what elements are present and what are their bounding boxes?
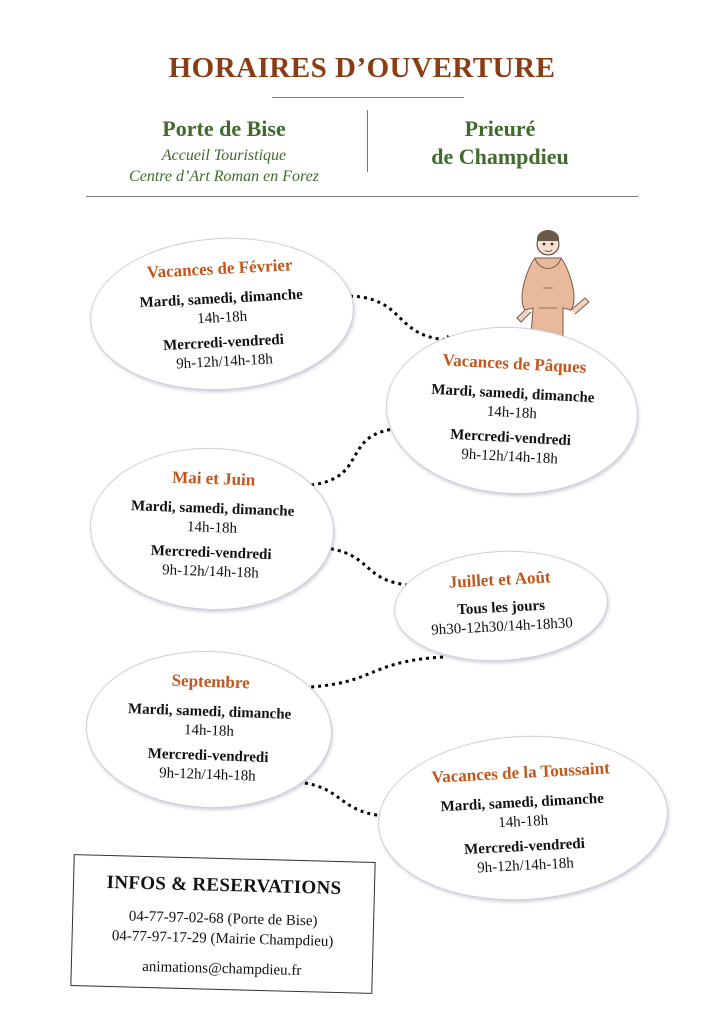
- period-days: Mardi, samedi, dimanche: [430, 381, 595, 407]
- period-days: Mercredi-vendredi: [463, 835, 586, 859]
- infos-reservations-box: [70, 854, 375, 994]
- period-hours: 9h-12h/14h-18h: [161, 562, 260, 582]
- period-title: Juillet et Août: [448, 567, 552, 592]
- period-days: Mercredi-vendredi: [162, 331, 285, 355]
- period-hours: 9h-12h/14h-18h: [476, 855, 575, 877]
- period-hours: 14h-18h: [497, 812, 549, 832]
- period-title: Vacances de Pâques: [442, 350, 587, 377]
- period-days: Mardi, samedi, dimanche: [440, 790, 605, 816]
- monk-illustration: [505, 228, 597, 340]
- period-hours: 14h-18h: [196, 308, 248, 328]
- period-days: Mercredi-vendredi: [147, 745, 269, 767]
- period-days: Mercredi-vendredi: [150, 542, 272, 564]
- period-days: Mardi, samedi, dimanche: [139, 286, 304, 312]
- period-hours: 9h-12h/14h-18h: [158, 765, 256, 785]
- period-days: Mardi, samedi, dimanche: [130, 498, 295, 520]
- period-hours: 14h-18h: [186, 519, 238, 537]
- venue-subtitle: Centre d’Art Roman en Forez: [129, 168, 319, 185]
- period-days: Mardi, samedi, dimanche: [127, 701, 292, 723]
- venue-subtitle: Accueil Touristique: [161, 147, 287, 164]
- period-hours: 9h-12h/14h-18h: [175, 351, 274, 373]
- venue-name: Prieuré: [464, 116, 536, 141]
- venue-name: Porte de Bise: [162, 116, 286, 141]
- dotted-arrow: [343, 296, 455, 340]
- period-hours: 9h30-12h30/14h-18h30: [430, 615, 574, 639]
- period-hours: 9h-12h/14h-18h: [460, 446, 559, 468]
- period-title: Mai et Juin: [171, 467, 256, 490]
- period-days: Mercredi-vendredi: [449, 426, 572, 450]
- venue-name: de Champdieu: [431, 144, 569, 169]
- period-days: Tous les jours: [456, 597, 546, 619]
- infos-title: INFOS & RESERVATIONS: [106, 871, 342, 900]
- page-title: HORAIRES D’OUVERTURE: [168, 52, 556, 84]
- phone-mairie-champdieu[interactable]: 04-77-97-17-29 (Mairie Champdieu): [111, 928, 334, 950]
- period-hours: 14h-18h: [183, 722, 235, 740]
- period-title: Septembre: [171, 670, 251, 693]
- period-title: Vacances de la Toussaint: [431, 758, 611, 787]
- phone-porte-de-bise[interactable]: 04-77-97-02-68 (Porte de Bise): [128, 908, 318, 930]
- period-title: Vacances de Février: [146, 255, 293, 282]
- period-hours: 14h-18h: [486, 403, 538, 423]
- email-link[interactable]: animations@champdieu.fr: [142, 958, 302, 980]
